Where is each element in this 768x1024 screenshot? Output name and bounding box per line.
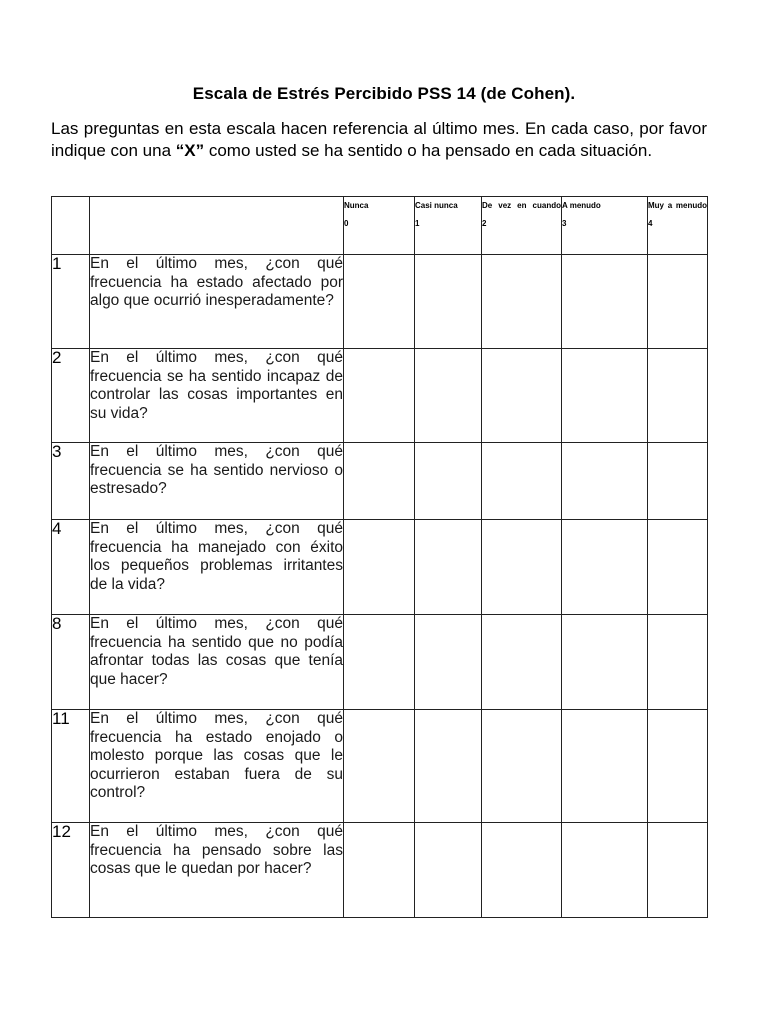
answer-cell-1[interactable]: [415, 443, 482, 520]
option-value: 3: [562, 219, 567, 228]
answer-cell-3[interactable]: [562, 520, 648, 615]
option-value: 0: [344, 219, 349, 228]
question-text: En el último mes, ¿con qué frecuencia ha pensado sobre las cosas que le quedan por hacer?: [90, 823, 343, 878]
answer-cell-0[interactable]: [344, 255, 415, 349]
stress-scale-table: [51, 196, 708, 918]
question-text-cell: [90, 520, 344, 615]
answer-cell-2[interactable]: [482, 443, 562, 520]
page-title: Escala de Estrés Percibido PSS 14 (de Cohen).: [192, 84, 576, 103]
question-text-cell: [90, 710, 344, 823]
option-label: Nunca: [344, 201, 369, 210]
question-text-cell: [90, 443, 344, 520]
answer-cell-1[interactable]: [415, 349, 482, 443]
answer-cell-3[interactable]: [562, 823, 648, 918]
answer-cell-2[interactable]: [482, 823, 562, 918]
question-number: 1: [52, 255, 90, 349]
answer-cell-4[interactable]: [648, 520, 708, 615]
answer-cell-3[interactable]: [562, 443, 648, 520]
question-text-cell: [90, 823, 344, 918]
question-text: En el último mes, ¿con qué frecuencia ha estado enojado o molesto porque las cosas que le ocurrieron estaban fuera de su control?: [90, 710, 343, 802]
header-option-nunca: [344, 197, 415, 255]
answer-cell-3[interactable]: [562, 615, 648, 710]
answer-cell-0[interactable]: [344, 443, 415, 520]
question-text: En el último mes, ¿con qué frecuencia se ha sentido incapaz de controlar las cosas importantes en su vida?: [90, 349, 343, 422]
option-value: 4: [648, 219, 653, 228]
answer-cell-0[interactable]: [344, 615, 415, 710]
option-value: 2: [482, 219, 487, 228]
question-text-cell: [90, 615, 344, 710]
question-number: 3: [52, 443, 90, 520]
answer-cell-0[interactable]: [344, 710, 415, 823]
answer-cell-2[interactable]: [482, 349, 562, 443]
question-text: En el último mes, ¿con qué frecuencia ha estado afectado por algo que ocurrió inesperadamente?: [90, 255, 343, 310]
question-text: En el último mes, ¿con qué frecuencia ha manejado con éxito los pequeños problemas irritantes de la vida?: [90, 520, 343, 593]
answer-cell-0[interactable]: [344, 349, 415, 443]
question-text-cell: [90, 349, 344, 443]
header-number-cell: [52, 197, 90, 255]
instructions-text-before: Las preguntas en esta escala hacen referencia al último mes. En cada caso, por favor indique con una: [51, 119, 707, 160]
answer-cell-1[interactable]: [415, 615, 482, 710]
table-header-row: [52, 197, 708, 255]
answer-cell-0[interactable]: [344, 520, 415, 615]
table-row: [52, 443, 708, 520]
answer-cell-2[interactable]: [482, 710, 562, 823]
option-label: Casi nunca: [415, 201, 458, 210]
instructions-mark: “X”: [175, 141, 205, 160]
answer-cell-4[interactable]: [648, 710, 708, 823]
answer-cell-2[interactable]: [482, 615, 562, 710]
question-text: En el último mes, ¿con qué frecuencia ha sentido que no podía afrontar todas las cosas que tenía que hacer?: [90, 615, 343, 688]
answer-cell-3[interactable]: [562, 255, 648, 349]
answer-cell-0[interactable]: [344, 823, 415, 918]
option-label: De vez en cuando: [482, 201, 561, 210]
question-number: 2: [52, 349, 90, 443]
table-row: [52, 823, 708, 918]
answer-cell-1[interactable]: [415, 255, 482, 349]
question-number: 8: [52, 615, 90, 710]
answer-cell-1[interactable]: [415, 710, 482, 823]
answer-cell-1[interactable]: [415, 520, 482, 615]
question-text-cell: [90, 255, 344, 349]
instructions-text-after: como usted se ha sentido o ha pensado en cada situación.: [204, 141, 653, 160]
answer-cell-3[interactable]: [562, 349, 648, 443]
answer-cell-4[interactable]: [648, 255, 708, 349]
header-option-a-menudo: [562, 197, 648, 255]
header-option-muy-a-menudo: [648, 197, 708, 255]
answer-cell-2[interactable]: [482, 255, 562, 349]
answer-cell-4[interactable]: [648, 443, 708, 520]
option-label: A menudo: [562, 201, 601, 210]
answer-cell-3[interactable]: [562, 710, 648, 823]
header-question-cell: [90, 197, 344, 255]
question-number: 4: [52, 520, 90, 615]
answer-cell-1[interactable]: [415, 823, 482, 918]
table-row: [52, 615, 708, 710]
answer-cell-4[interactable]: [648, 823, 708, 918]
question-text: En el último mes, ¿con qué frecuencia se ha sentido nervioso o estresado?: [90, 443, 343, 498]
header-option-de-vez-en-cuando: [482, 197, 562, 255]
table-row: [52, 255, 708, 349]
question-number: 11: [52, 710, 90, 823]
answer-cell-4[interactable]: [648, 349, 708, 443]
table-row: [52, 520, 708, 615]
question-number: 12: [52, 823, 90, 918]
header-option-casi-nunca: [415, 197, 482, 255]
answer-cell-4[interactable]: [648, 615, 708, 710]
instructions-paragraph: [51, 118, 707, 162]
table-row: [52, 710, 708, 823]
option-value: 1: [415, 219, 420, 228]
table-row: [52, 349, 708, 443]
answer-cell-2[interactable]: [482, 520, 562, 615]
option-label: Muy a menudo: [648, 201, 707, 210]
